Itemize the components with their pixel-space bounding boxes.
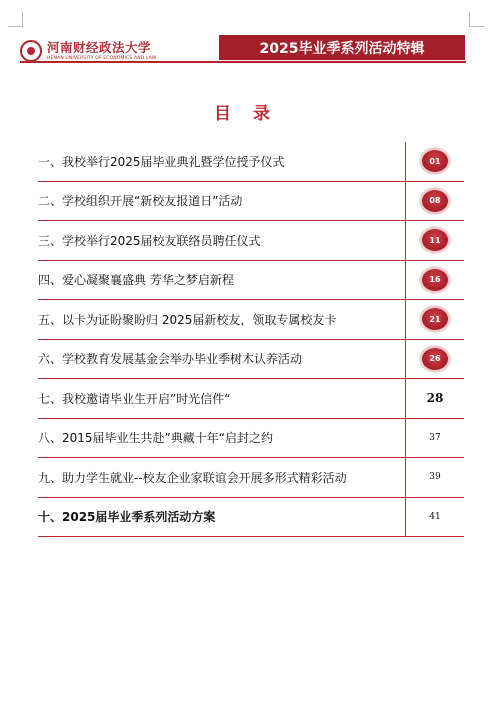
toc-row[interactable] [38, 142, 464, 182]
toc-entry-text: 九、助力学生就业--校友企业家联谊会开展多形式精彩活动 [38, 470, 347, 485]
page-number: 39 [429, 472, 441, 483]
university-logo [20, 40, 156, 62]
toc-entry-text: 八、2015届毕业生共赴”典藏十年“启封之约 [38, 431, 273, 446]
toc-title: 目 录 [214, 104, 278, 124]
toc-row[interactable] [38, 498, 464, 538]
page-badge-icon: 16 [422, 269, 448, 291]
toc-entry-text: 四、爱心凝聚襄盛典 芳华之梦启新程 [38, 273, 234, 288]
toc-row[interactable] [38, 419, 464, 459]
toc-row[interactable] [38, 182, 464, 222]
toc-entry-text: 六、学校教育发展基金会举办毕业季树木认养活动 [38, 352, 303, 367]
toc-entry-text: 十、2025届毕业季系列活动方案 [38, 510, 216, 525]
banner-title: 2025毕业季系列活动特辑 [259, 40, 425, 57]
toc-entry-text: 二、学校组织开展“新校友报道日”活动 [38, 194, 243, 209]
university-seal-icon [20, 40, 42, 62]
toc-row[interactable] [38, 379, 464, 419]
corner-mark-left [8, 12, 23, 27]
toc-entry-text: 一、我校举行2025届毕业典礼暨学位授予仪式 [38, 154, 285, 169]
header-divider [20, 61, 466, 63]
page-number: 41 [429, 511, 441, 522]
toc-entry-text: 五、以卡为证盼聚盼归 2025届新校友，领取专属校友卡 [38, 312, 337, 327]
corner-mark-right [469, 12, 484, 27]
page-badge-icon: 21 [422, 308, 448, 330]
toc-row[interactable] [38, 458, 464, 498]
page-badge-icon: 26 [422, 348, 448, 370]
toc-row[interactable] [38, 340, 464, 380]
page-number: 28 [426, 391, 444, 406]
university-name-cn: 河南财经政法大学 [47, 39, 152, 55]
page-number: 37 [429, 432, 441, 443]
page-badge-icon: 08 [422, 190, 448, 212]
toc-entry-text: 三、学校举行2025届校友联络员聘任仪式 [38, 233, 261, 248]
table-of-contents [38, 142, 464, 537]
university-name-en: HENAN UNIVERSITY OF ECONOMICS AND LAW [47, 55, 157, 61]
toc-entry-text: 七、我校邀请毕业生开启”时光信件“ [38, 391, 231, 406]
header-banner [219, 35, 465, 60]
page-badge-icon: 11 [422, 229, 448, 251]
page-badge-icon: 01 [422, 150, 448, 172]
toc-row[interactable] [38, 221, 464, 261]
toc-row[interactable] [38, 300, 464, 340]
toc-row[interactable] [38, 261, 464, 301]
